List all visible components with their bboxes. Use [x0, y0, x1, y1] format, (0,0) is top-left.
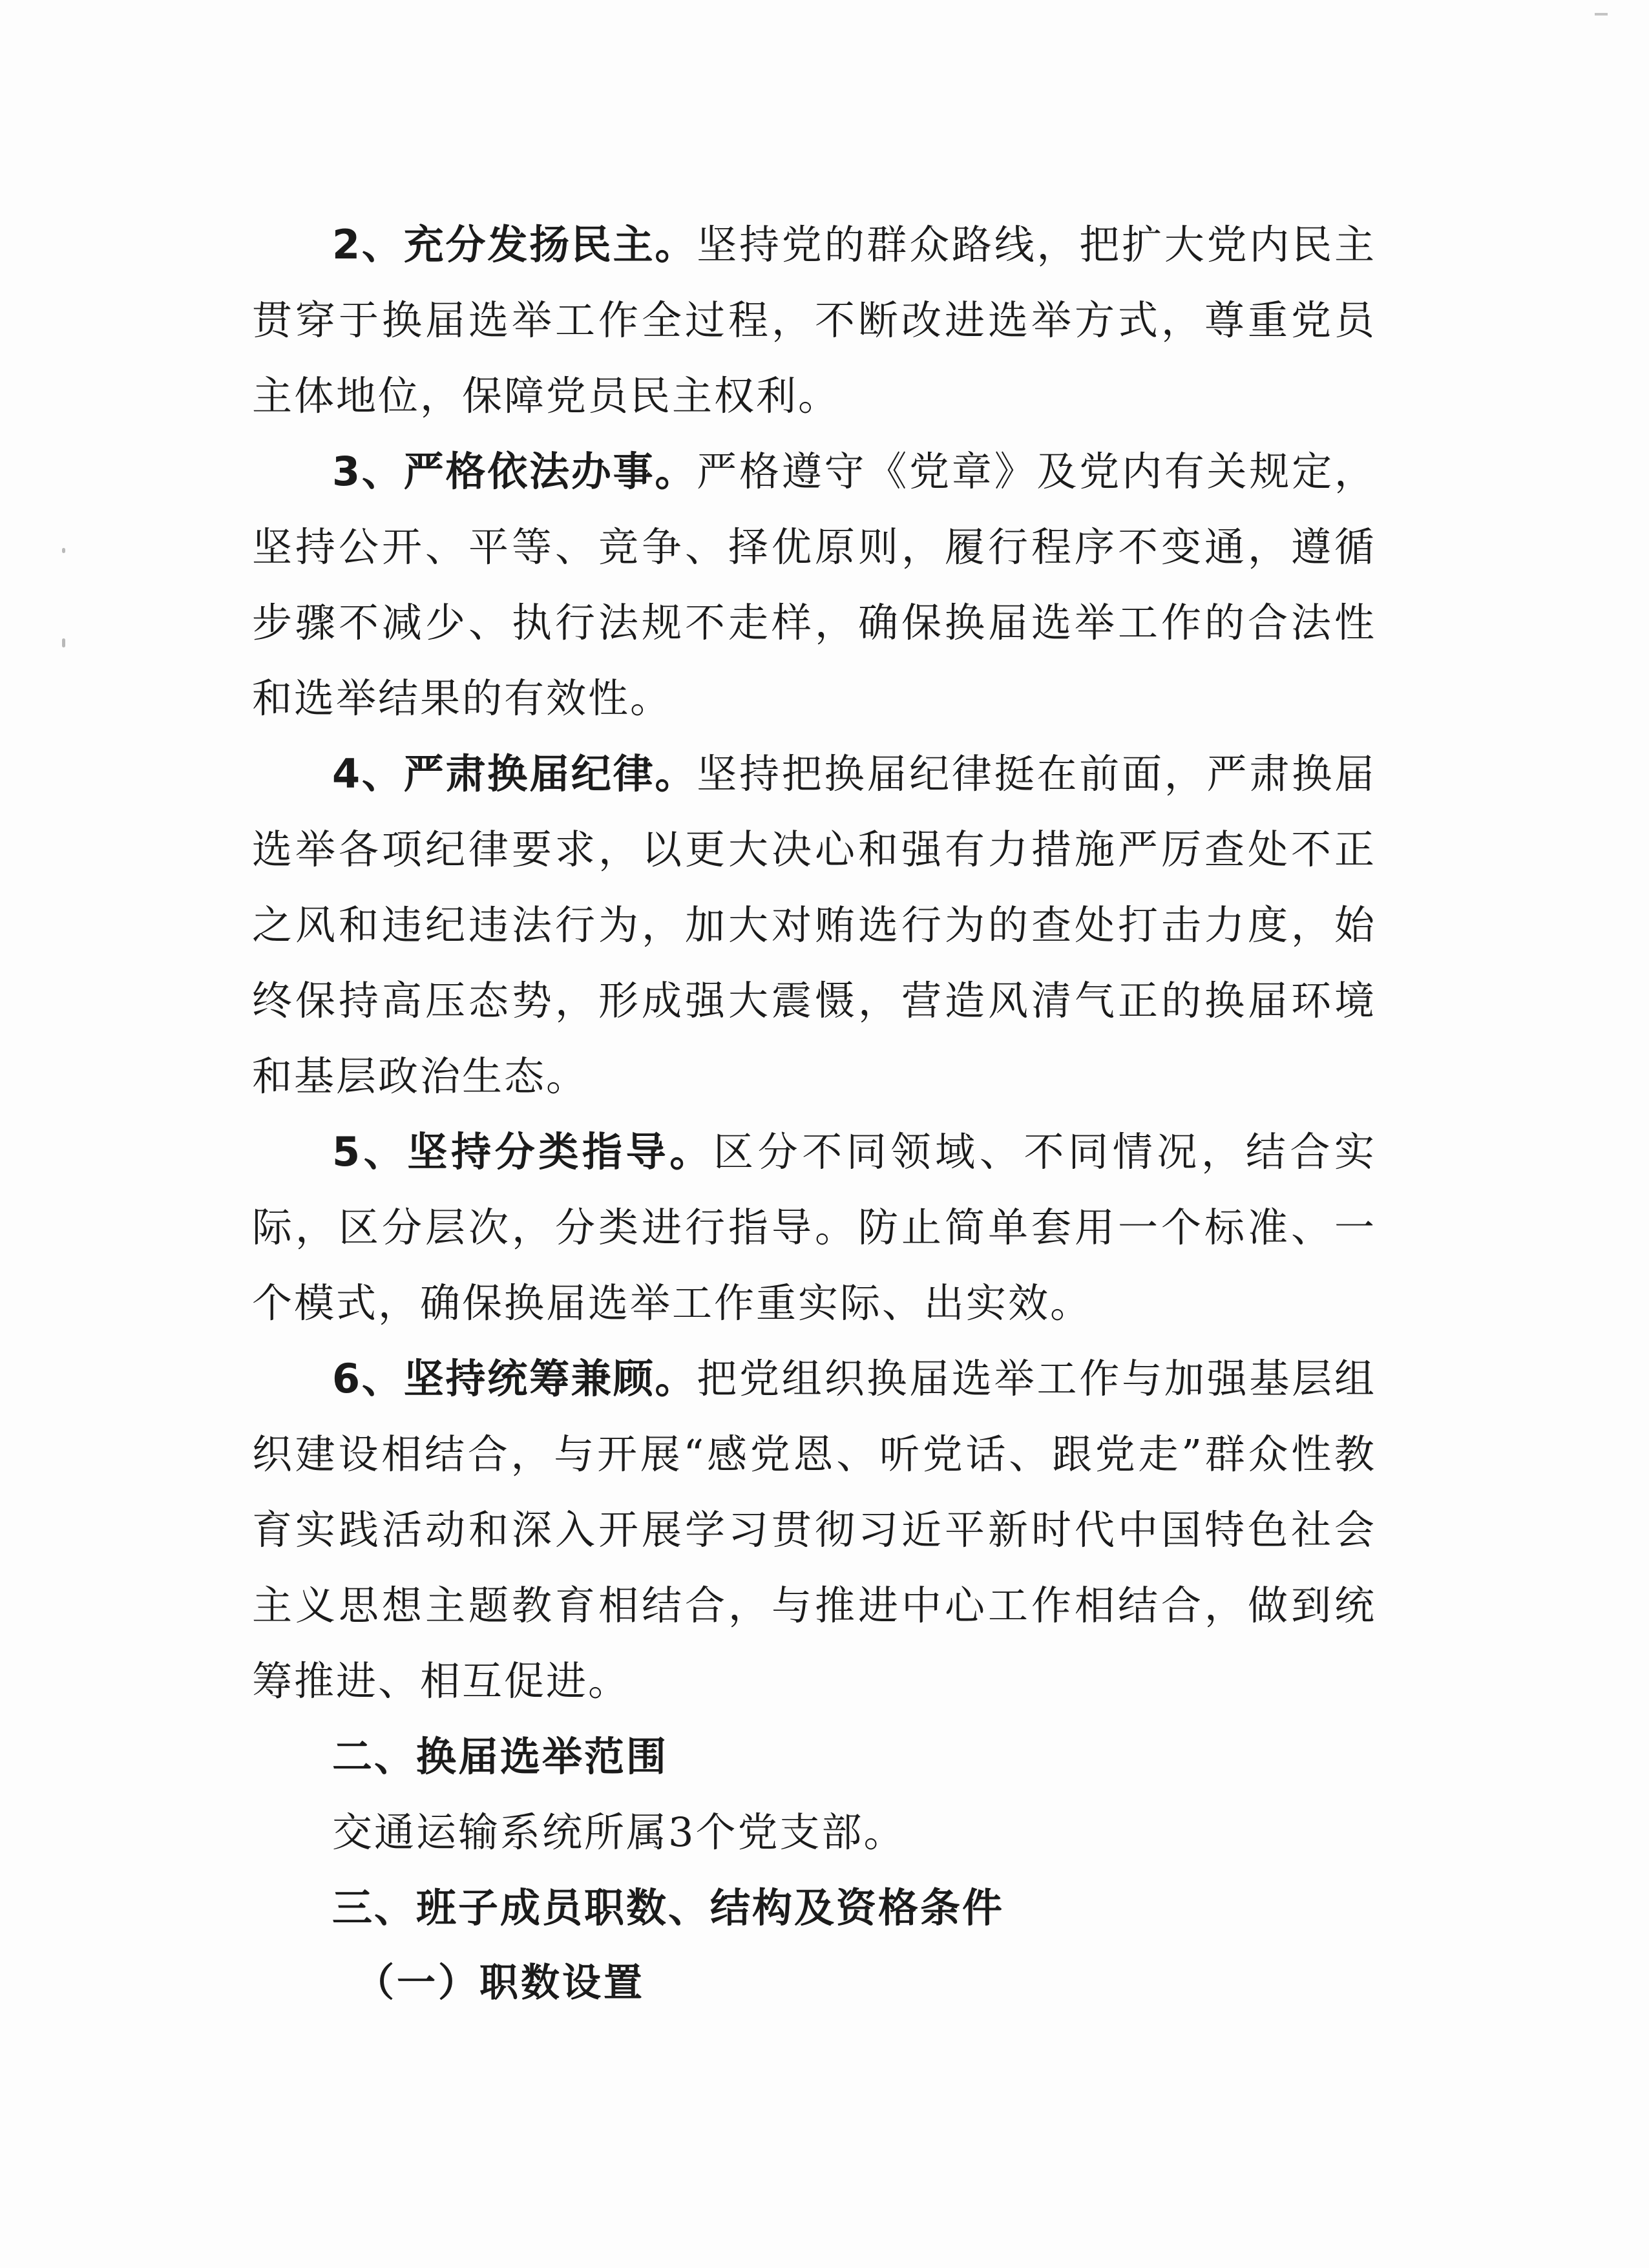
- scan-speck: [62, 638, 65, 647]
- document-body: [252, 207, 1376, 2021]
- principle-paragraph: [252, 207, 1376, 434]
- principle-text: 把党组织换届选举工作与加强基层组织建设相结合，与开展“感党恩、听党话、跟党走”群众性教育实践活动和深入开展学习贯彻习近平新时代中国特色社会主义思想主题教育相结合，与推进中心工作相结合，做到统筹推进、相互促进。: [252, 1355, 1376, 1705]
- section-heading: 三、班子成员职数、结构及资格条件: [332, 1884, 1005, 1931]
- principle-paragraph: [252, 1341, 1376, 1719]
- principle-paragraph: [252, 736, 1376, 1114]
- principle-text: 区分不同领域、不同情况，结合实际，区分层次，分类进行指导。防止简单套用一个标准、一个模式，确保换届选举工作重实际、出实效。: [252, 1128, 1376, 1327]
- principle-title: 3、严格依法办事。: [332, 448, 697, 495]
- principle-title: 6、坚持统筹兼顾。: [332, 1355, 697, 1402]
- section-text: 交通运输系统所属3个党支部。: [332, 1809, 906, 1856]
- principle-title: 4、严肃换届纪律。: [332, 750, 697, 797]
- principle-paragraph: [252, 434, 1376, 736]
- principle-title: 2、充分发扬民主。: [332, 221, 697, 268]
- principle-title: 5、坚持分类指导。: [332, 1128, 713, 1175]
- principle-text: 严格遵守《党章》及党内有关规定，坚持公开、平等、竞争、择优原则，履行程序不变通，遵循步骤不减少、执行法规不走样，确保换届选举工作的合法性和选举结果的有效性。: [252, 448, 1376, 722]
- principle-text: 坚持党的群众路线，把扩大党内民主贯穿于换届选举工作全过程，不断改进选举方式，尊重党员主体地位，保障党员民主权利。: [252, 221, 1376, 419]
- principle-paragraph: [252, 1114, 1376, 1341]
- section-heading: 二、换届选举范围: [332, 1733, 669, 1780]
- scan-speck: [62, 548, 65, 553]
- principle-text: 坚持把换届纪律挺在前面，严肃换届选举各项纪律要求，以更大决心和强有力措施严厉查处不正之风和违纪违法行为，加大对贿选行为的查处打击力度，始终保持高压态势，形成强大震慑，营造风清气正的换届环境和基层政治生态。: [252, 750, 1376, 1100]
- subsection-heading: （一）职数设置: [355, 1960, 645, 2006]
- scan-mark: [1595, 13, 1608, 16]
